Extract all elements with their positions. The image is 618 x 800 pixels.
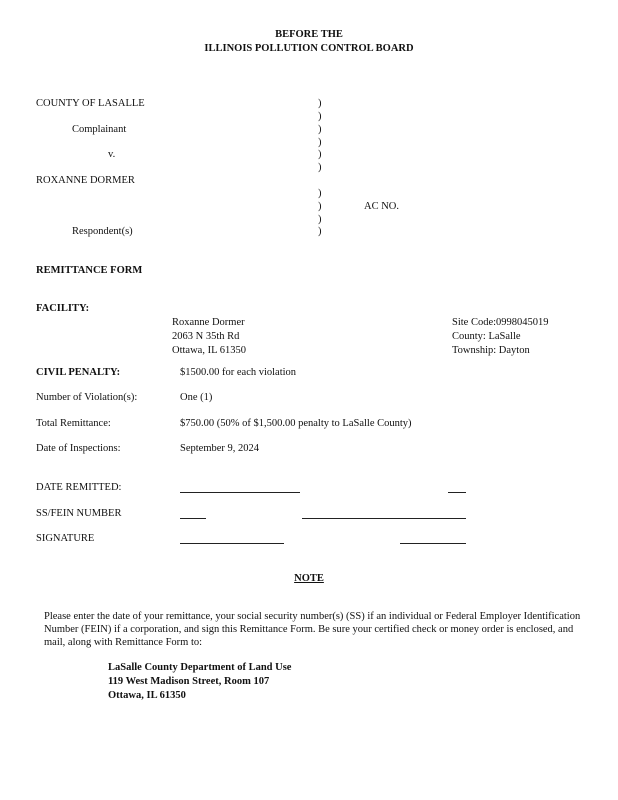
complainant-name: COUNTY OF LASALLE [36, 98, 145, 109]
caption-paren: ) [318, 149, 322, 160]
caption-paren: ) [318, 214, 322, 225]
ss-fein-line[interactable] [302, 518, 466, 519]
site-township: Township: Dayton [452, 345, 530, 356]
site-county: County: LaSalle [452, 331, 521, 342]
form-title: REMITTANCE FORM [36, 265, 143, 276]
ss-fein-label: SS/FEIN NUMBER [36, 508, 122, 519]
caption-paren: ) [318, 162, 322, 173]
date-remitted-label: DATE REMITTED: [36, 482, 122, 493]
facility-address-line: Roxanne Dormer [172, 317, 245, 328]
caption-paren: ) [318, 188, 322, 199]
facility-label: FACILITY: [36, 303, 90, 314]
signature-label: SIGNATURE [36, 533, 95, 544]
caption-paren: ) [318, 98, 322, 109]
inspection-date-value: September 9, 2024 [180, 443, 260, 454]
civil-penalty-value: $1500.00 for each violation [180, 367, 297, 378]
signature-line[interactable] [180, 543, 284, 544]
mailing-line-2: 119 West Madison Street, Room 107 [108, 676, 270, 687]
caption-paren: ) [318, 111, 322, 122]
versus-label: v. [108, 149, 116, 160]
mailing-line-3: Ottawa, IL 61350 [108, 690, 186, 701]
header-line-1: BEFORE THE [275, 29, 343, 40]
mailing-line-1: LaSalle County Department of Land Use [108, 662, 292, 673]
inspection-date-label: Date of Inspections: [36, 443, 121, 454]
header-line-2: ILLINOIS POLLUTION CONTROL BOARD [204, 43, 414, 54]
respondent-label: Respondent(s) [72, 226, 133, 237]
facility-site-info [452, 316, 549, 358]
caption-paren: ) [318, 201, 322, 212]
facility-address-line: 2063 N 35th Rd [172, 331, 240, 342]
ss-fein-line-left[interactable] [180, 518, 206, 519]
facility-address [172, 316, 246, 358]
caption-paren: ) [318, 226, 322, 237]
total-remittance-label: Total Remittance: [36, 418, 111, 429]
complainant-label: Complainant [72, 124, 127, 135]
violations-value: One (1) [180, 392, 213, 403]
respondent-name: ROXANNE DORMER [36, 175, 135, 186]
case-number-label: AC NO. [364, 201, 400, 212]
note-text: Please enter the date of your remittance, your social security number(s) (SS) if an individual or Federal Employer Identification Number (FEIN) if a corporation, and sign this Remittance Form. Be sure your certified check or money order is enclosed, and mail, along with Remittance Form to: [44, 611, 581, 648]
date-remitted-line-right[interactable] [448, 492, 466, 493]
caption-paren: ) [318, 124, 322, 135]
violations-label: Number of Violation(s): [36, 392, 138, 403]
facility-address-line: Ottawa, IL 61350 [172, 345, 246, 356]
caption-paren: ) [318, 137, 322, 148]
note-title: NOTE [294, 573, 324, 584]
total-remittance-value: $750.00 (50% of $1,500.00 penalty to LaSalle County) [180, 418, 412, 429]
signature-line-right[interactable] [400, 543, 466, 544]
date-remitted-line[interactable] [180, 492, 300, 493]
mailing-address [108, 661, 291, 703]
civil-penalty-label: CIVIL PENALTY: [36, 367, 121, 378]
site-code: Site Code:0998045019 [452, 317, 549, 328]
